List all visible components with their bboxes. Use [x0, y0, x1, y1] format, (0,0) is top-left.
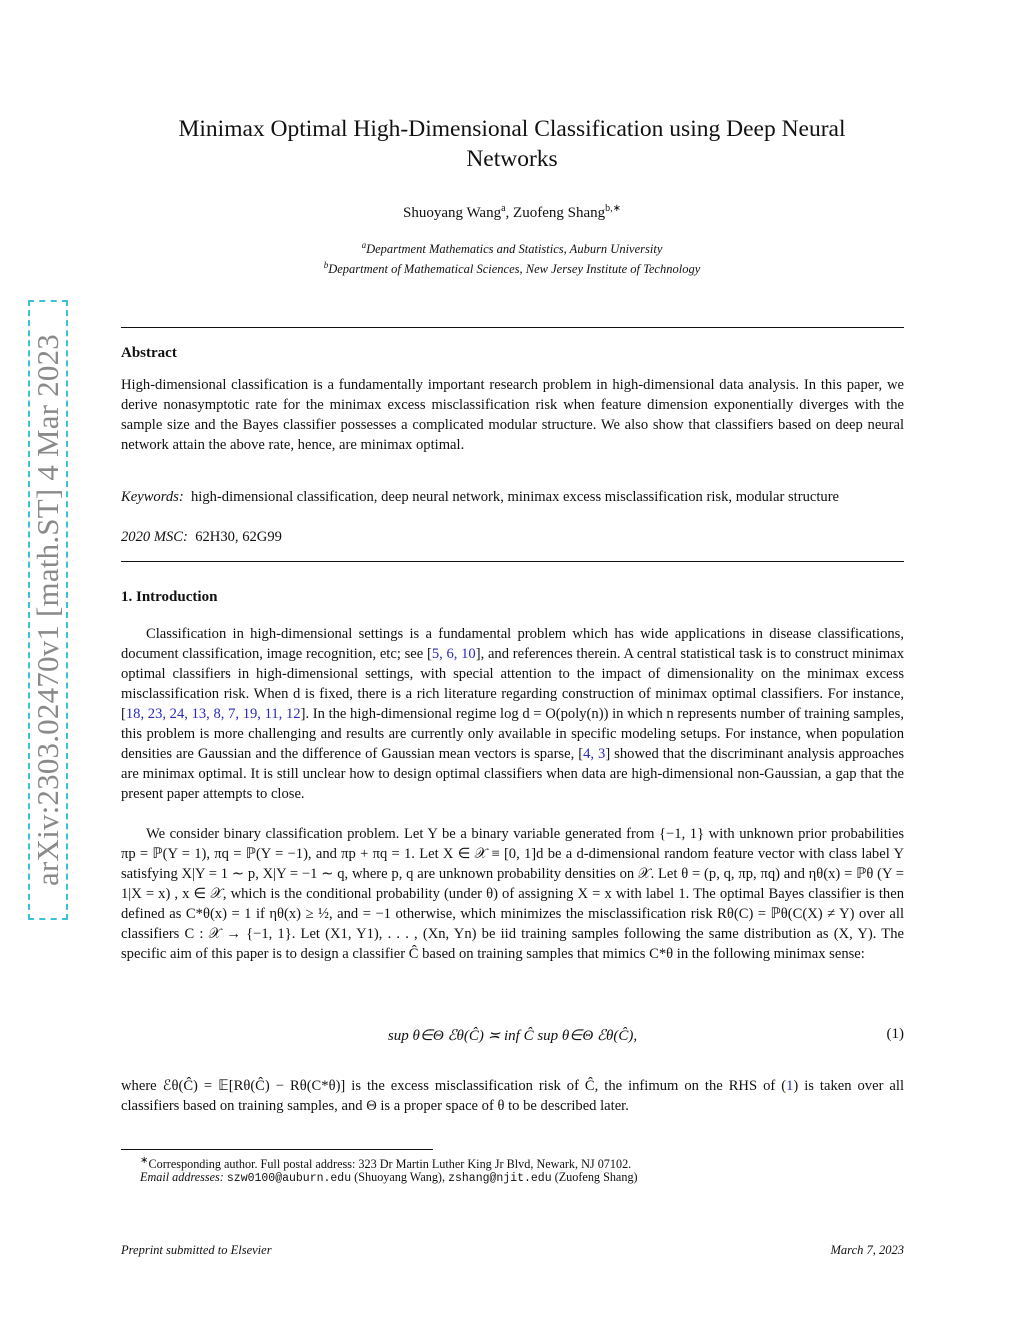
intro-p3-text-a: where ℰθ(Ĉ) = 𝔼[Rθ(Ĉ) − Rθ(C*θ)] is the excess misclassification risk of Ĉ, the infimum on the RHS of ( — [121, 1078, 787, 1094]
author-2-mark: b,∗ — [605, 203, 621, 214]
footnote-corresponding-text: Corresponding author. Full postal address: 323 Dr Martin Luther King Jr Blvd, Newark, NJ 07102. — [148, 1157, 632, 1172]
intro-paragraph-3 — [121, 1076, 904, 1116]
footnote-rule — [121, 1149, 433, 1150]
equation-1 — [121, 1022, 904, 1062]
affiliation-a-text: Department Mathematics and Statistics, Auburn University — [366, 242, 663, 257]
footnote-mark: ∗ — [140, 1155, 149, 1166]
affiliations — [140, 237, 884, 277]
email-2-owner: (Zuofeng Shang) — [554, 1170, 638, 1184]
msc-label: 2020 MSC: — [121, 529, 188, 545]
intro-paragraph-2: We consider binary classification problem. Let Y be a binary variable generated from {−1, 1} with unknown prior probabilities πp = ℙ(Y = 1), πq = ℙ(Y = −1), and πp + πq = 1. Let X ∈ 𝒳 ≡ [0, 1]d be a d-dimensional random feature vector with class label Y satisfying X|Y = 1 ∼ p, X|Y = −1 ∼ q, where p, q are unknown probability densities on 𝒳. Let θ = (p, q, πp, πq) and ηθ(x) = ℙθ (Y = 1|X = x) , x ∈ 𝒳, which is the conditional probability (under θ) of assigning X = x with label 1. The optimal Bayes classifier is then defined as C*θ(x) = 1 if ηθ(x) ≥ ½, and = −1 otherwise, which minimizes the misclassification risk Rθ(C) = ℙθ(C(X) ≠ Y) over all classifiers C : 𝒳 → {−1, 1}. Let (X1, Y1), . . . , (Xn, Yn) be iid training samples following the same distribution as (X, Y). The specific aim of this paper is to design a classifier Ĉ based on training samples that mimics C*θ in the following minimax sense: — [121, 826, 904, 962]
keywords-label: Keywords: — [121, 489, 184, 505]
intro-p1-text-a: Classification in high-dimensional settings is a fundamental problem which has wide applications in disease classifications, document classification, image recognition, etc; see [ — [121, 626, 904, 662]
equation-ref-link[interactable]: 1 — [786, 1078, 794, 1094]
intro-p3-text-b: ) is taken over all classifiers based on training samples, and Θ is a proper space of θ to be described later. — [121, 1078, 905, 1114]
keywords — [121, 487, 904, 507]
title-line-2: Networks — [466, 146, 558, 172]
intro-heading: 1. Introduction — [121, 589, 218, 605]
citation-link[interactable]: 5, 6, 10 — [431, 646, 476, 662]
footnote-emails — [140, 1169, 900, 1187]
abstract-heading: Abstract — [121, 345, 177, 361]
intro-p1-text-b: ], and references therein. A central statistical task is to construct minimax optimal classifiers in high-dimensional settings, with special attention to the impact of dimensionality on the minimax excess misclassification risk. When d is fixed, there is a rich literature regarding construction of minimax optimal classifiers. For instance, [ — [121, 646, 904, 722]
affiliation-a-mark: a — [361, 240, 367, 250]
citation-link[interactable]: 18, 23, 24, 13, 8, 7, 19, 11, 12 — [125, 706, 301, 722]
author-1: Shuoyang Wang — [402, 205, 502, 221]
paper-title — [140, 114, 884, 174]
preprint-date: March 7, 2023 — [830, 1243, 904, 1257]
arxiv-id-text: arXiv:2303.02470v1 [math.ST] 4 Mar 2023 — [30, 334, 65, 886]
arxiv-stamp — [28, 300, 68, 920]
preprint-note: Preprint submitted to Elsevier — [121, 1243, 272, 1257]
affiliation-b-text: Department of Mathematical Sciences, New Jersey Institute of Technology — [328, 262, 701, 277]
email-link-1[interactable]: szw0100@auburn.edu — [226, 1172, 352, 1185]
intro-p1-text-c: ]. In the high-dimensional regime log d = O(poly(n)) in which n represents number of training samples, this problem is more challenging and results are currently only available in specific modeling setups. For instance, when population densities are Gaussian and the difference of Gaussian mean vectors is sparse, [ — [121, 706, 904, 762]
msc-text: 62H30, 62G99 — [195, 529, 282, 545]
abstract-top-rule — [121, 327, 904, 328]
author-1-mark: a — [501, 203, 506, 214]
intro-paragraph-1 — [121, 624, 904, 804]
citation-link[interactable]: 4, 3 — [583, 746, 606, 762]
affiliation-b-mark: b — [323, 260, 329, 271]
keywords-text: high-dimensional classification, deep neural network, minimax excess misclassification risk, modular structure — [191, 489, 840, 505]
title-line-1: Minimax Optimal High-Dimensional Classification using Deep Neural — [178, 116, 846, 142]
email-1-owner: (Shuoyang Wang), — [354, 1170, 446, 1184]
author-separator: , — [505, 205, 514, 221]
abstract-text: High-dimensional classification is a fundamentally important research problem in high-dimensional data analysis. In this paper, we derive nonasymptotic rate for the minimax excess misclassification risk when feature dimension exponentially diverges with the sample size and the Bayes classifier possesses a complicated modular structure. We also show that classifiers based on deep neural network attain the above rate, hence, are minimax optimal. — [121, 377, 904, 453]
equation-number: (1) — [886, 1026, 904, 1042]
abstract-bottom-rule — [121, 561, 904, 562]
msc-codes — [121, 527, 904, 547]
email-link-2[interactable]: zshang@njit.edu — [448, 1172, 552, 1185]
affiliation-b — [140, 257, 884, 277]
affiliation-a — [140, 237, 884, 257]
author-2: Zuofeng Shang — [513, 205, 606, 221]
email-label: Email addresses: — [140, 1170, 224, 1184]
author-list — [140, 203, 884, 222]
equation-formula: sup θ∈Θ ℰθ(Ĉ) ≍ inf Ĉ sup θ∈Θ ℰθ(Ĉ), — [387, 1028, 638, 1044]
intro-p1-text-d: ] showed that the discriminant analysis approaches are minimax optimal. It is still unclear how to design optimal classifiers when data are high-dimensional non-Gaussian, a gap that the present paper attempts to close. — [121, 746, 904, 802]
